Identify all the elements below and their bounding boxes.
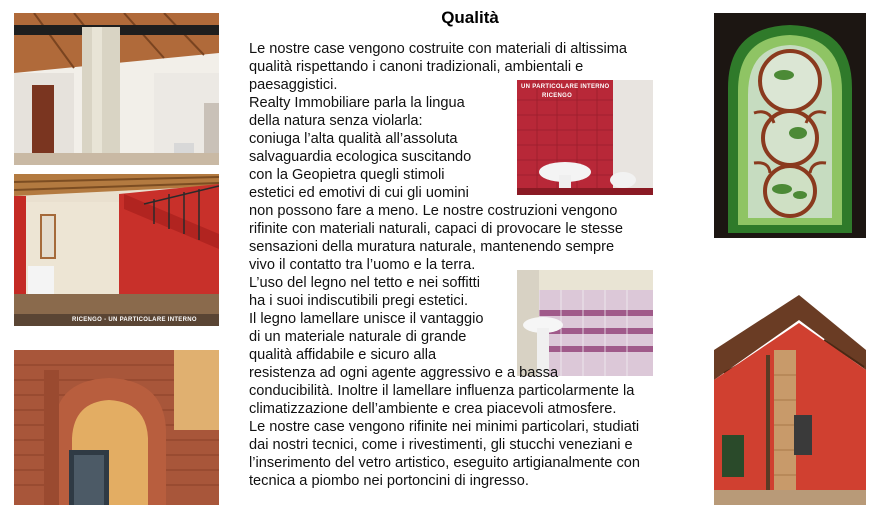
text-line: non possono fare a meno. Le nostre costruzioni vengono <box>249 203 618 219</box>
text-line: L’uso del legno nel tetto e nei soffitti <box>249 275 480 291</box>
text-line: resistenza ad ogni agente aggressivo e a bassa <box>249 365 559 381</box>
photo-tiled-bathroom <box>517 270 653 376</box>
photo-caption: RICENGO - UN PARTICOLARE INTERNO <box>72 317 197 323</box>
text-line: con la Geopietra quegli stimoli <box>249 167 445 183</box>
text-line: climatizzazione dell’ambiente e crea piacevoli atmosfere. <box>249 401 617 417</box>
text-line: vivo il contatto tra l’uomo e la terra. <box>249 257 476 273</box>
photo-stained-glass-window <box>714 13 866 238</box>
text-line: conducibilità. Inoltre il lamellare influenza particolarmente la <box>249 383 635 399</box>
photo-house-roof-corner <box>714 295 866 505</box>
page-title: Qualità <box>441 8 499 27</box>
text-line: qualità affidabile e sicuro alla <box>249 347 437 363</box>
text-line: qualità rispettando i canoni tradizionali, ambientali e <box>249 59 584 75</box>
text-line: Il legno lamellare unisce il vantaggio <box>249 311 484 327</box>
photo-interior-column <box>14 13 219 165</box>
text-line: paesaggistici. <box>249 77 338 93</box>
text-line: ha i suoi indiscutibili pregi estetici. <box>249 293 469 309</box>
text-line: l’inserimento del vetro artistico, eseguito artigianalmente con <box>249 455 640 471</box>
text-line: Le nostre case vengono costruite con materiali di altissima <box>249 41 628 57</box>
text-line: della natura senza violarla: <box>249 113 423 129</box>
photo-caption-line2: RICENGO <box>542 93 573 99</box>
text-line: tecnica a piombo nei portoncini di ingresso. <box>249 473 529 489</box>
text-line: Realty Immobiliare parla la lingua <box>249 95 465 111</box>
text-line: di un materiale naturale di grande <box>249 329 467 345</box>
text-line: salvaguardia ecologica suscitando <box>249 149 472 165</box>
photo-caption-line1: UN PARTICOLARE INTERNO <box>521 84 610 90</box>
photo-red-staircase-room <box>14 174 219 326</box>
photo-red-bathroom <box>517 80 653 195</box>
photo-brick-arch <box>14 350 219 505</box>
text-line: dai nostri tecnici, come i rivestimenti, gli stucchi veneziani e <box>249 437 633 453</box>
text-line: sensazioni della muratura naturale, mantenendo sempre <box>249 239 615 255</box>
text-line: estetici ed emotivi di cui gli uomini <box>249 185 469 201</box>
text-line: rifinite con materiali naturali, capaci di provocare le stesse <box>249 221 623 237</box>
text-line: coniuga l’alta qualità all’assoluta <box>249 131 458 147</box>
text-line: Le nostre case vengono rifinite nei minimi particolari, studiati <box>249 419 640 435</box>
